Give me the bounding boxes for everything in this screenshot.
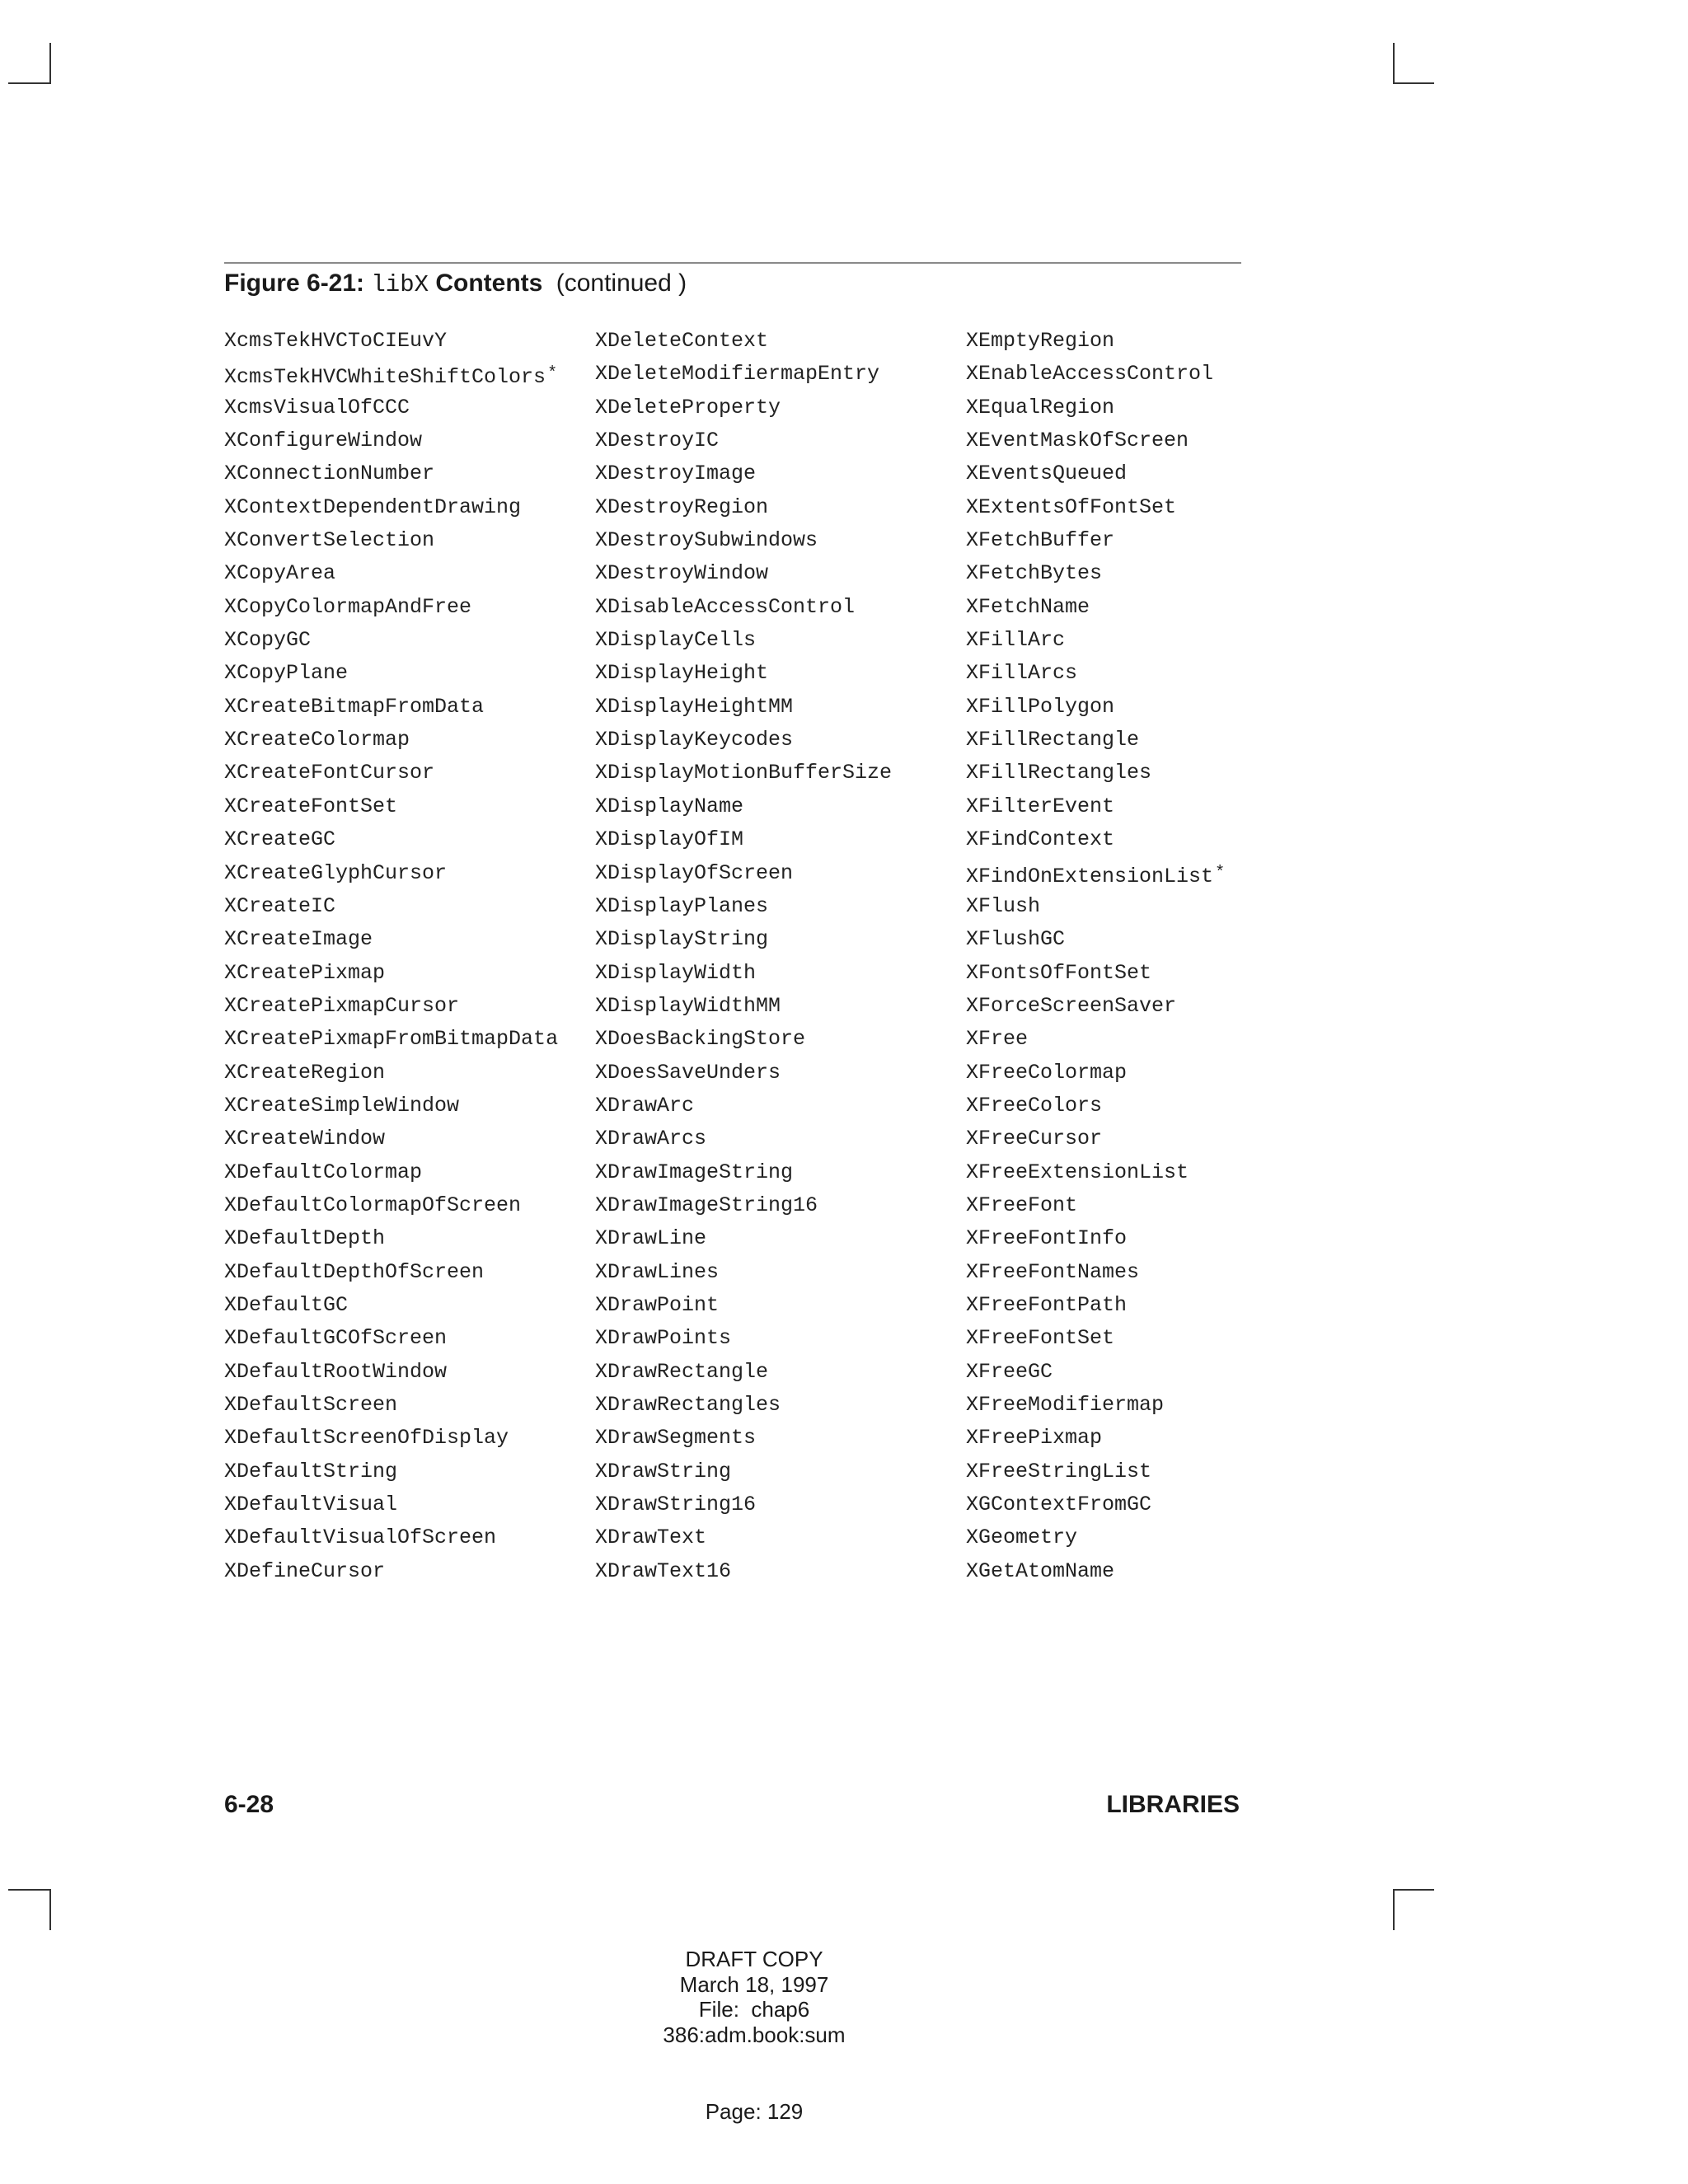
function-entry: [595, 424, 892, 457]
function-name: XDestroyWindow: [595, 561, 769, 586]
function-name: XDefaultDepth: [224, 1226, 386, 1251]
function-entry: [595, 691, 892, 724]
function-name: XDefaultGCOfScreen: [224, 1326, 448, 1351]
function-entry: [224, 1289, 558, 1322]
crop-mark-top-right-h: [1393, 82, 1434, 84]
function-entry: [595, 1356, 892, 1389]
function-name: XFilterEvent: [966, 794, 1115, 818]
function-name: XcmsVisualOfCCC: [224, 395, 410, 419]
function-entry: [966, 957, 1225, 990]
function-entry: [966, 790, 1225, 823]
function-name: XCreatePixmapFromBitmapData: [224, 1027, 559, 1052]
function-entry: [224, 857, 558, 890]
function-entry: [595, 990, 892, 1023]
function-entry: [595, 1455, 892, 1488]
function-entry: [966, 823, 1225, 856]
function-name: XFreeModifiermap: [966, 1393, 1165, 1417]
function-entry: [966, 391, 1225, 424]
function-entry: [595, 557, 892, 590]
function-entry: [224, 1156, 558, 1189]
function-entry: [224, 1555, 558, 1588]
function-entry: [224, 591, 558, 624]
function-name: XCopyColormapAndFree: [224, 594, 472, 619]
function-name: XDrawRectangle: [595, 1359, 769, 1384]
function-name: XForceScreenSaver: [966, 993, 1177, 1018]
function-entry: [966, 1122, 1225, 1155]
function-entry: [966, 325, 1225, 358]
function-name: XDoesBackingStore: [595, 1027, 806, 1052]
function-entry: [966, 424, 1225, 457]
function-name: XCreateImage: [224, 927, 373, 952]
function-name: XContextDependentDrawing: [224, 494, 522, 519]
function-entry: [224, 790, 558, 823]
function-name: XFreeFontInfo: [966, 1226, 1128, 1251]
function-name: XDisplayKeycodes: [595, 728, 794, 752]
function-name: XFlushGC: [966, 927, 1066, 952]
function-entry: [224, 1256, 558, 1289]
crop-mark-bottom-left-v: [49, 1889, 51, 1930]
function-name: XFreeColors: [966, 1093, 1103, 1118]
function-name: XFree: [966, 1027, 1029, 1052]
function-entry: [595, 391, 892, 424]
function-entry: [224, 1122, 558, 1155]
function-entry: [224, 757, 558, 790]
function-entry: [966, 524, 1225, 557]
function-column-1: [224, 325, 558, 1588]
function-name: XDestroyImage: [595, 462, 757, 486]
function-name: XEnableAccessControl: [966, 362, 1214, 387]
function-name: XDrawPoint: [595, 1292, 720, 1317]
function-name: XDrawText16: [595, 1558, 732, 1583]
function-entry: [224, 1422, 558, 1455]
function-name: XDisplayWidth: [595, 960, 757, 985]
function-name: XGeometry: [966, 1526, 1078, 1550]
function-entry: [595, 1189, 892, 1222]
function-name: XCreateFontSet: [224, 794, 398, 818]
function-name: XDefaultGC: [224, 1292, 349, 1317]
function-name: XCreateIC: [224, 893, 336, 918]
function-entry: [595, 1322, 892, 1355]
function-name: XDestroySubwindows: [595, 528, 818, 553]
function-name: XFreeFontPath: [966, 1292, 1128, 1317]
function-entry: [224, 923, 558, 956]
function-entry: [224, 1389, 558, 1422]
draft-file: File: chap6: [698, 1997, 810, 2022]
crop-mark-top-right-v: [1393, 43, 1395, 84]
function-entry: [595, 1090, 892, 1122]
function-name: XCreatePixmap: [224, 960, 386, 985]
function-name: XDrawText: [595, 1526, 707, 1550]
function-name: XExtentsOfFontSet: [966, 494, 1177, 519]
function-name: XFreeFontSet: [966, 1326, 1115, 1351]
function-name: XDisplayString: [595, 927, 769, 952]
function-entry: [224, 424, 558, 457]
function-name: XFillRectangle: [966, 728, 1140, 752]
draft-date: March 18, 1997: [679, 1971, 829, 1997]
function-entry: [224, 1488, 558, 1521]
figure-contents-word: Contents: [435, 269, 543, 297]
function-name: XDoesSaveUnders: [595, 1060, 781, 1085]
function-name: XCreatePixmapCursor: [224, 993, 460, 1018]
crop-mark-bottom-right-h: [1393, 1889, 1434, 1891]
function-entry: [224, 457, 558, 490]
function-entry: [595, 957, 892, 990]
function-entry: [224, 624, 558, 657]
draft-page-number: Page: 129: [705, 2099, 804, 2124]
function-entry: [224, 325, 558, 358]
function-entry: [224, 1023, 558, 1056]
function-name: XDisplayMotionBufferSize: [595, 761, 893, 785]
function-entry: [595, 1555, 892, 1588]
function-name: XFlush: [966, 893, 1041, 918]
function-entry: [595, 790, 892, 823]
function-name: XDeleteContext: [595, 329, 769, 353]
function-entry: [595, 1222, 892, 1255]
function-entry: [224, 491, 558, 524]
function-name: XEqualRegion: [966, 395, 1115, 419]
function-name: XFindOnExtensionList: [966, 864, 1214, 888]
function-name: XFillArcs: [966, 661, 1078, 686]
function-entry: [966, 857, 1225, 890]
function-name: XFreeExtensionList: [966, 1160, 1189, 1184]
function-column-3: [966, 325, 1225, 1588]
function-entry: [595, 1156, 892, 1189]
function-name: XGetAtomName: [966, 1558, 1115, 1583]
function-entry: [595, 1422, 892, 1455]
function-entry: [966, 457, 1225, 490]
function-name: XFindContext: [966, 827, 1115, 852]
function-entry: [595, 457, 892, 490]
function-entry: [224, 823, 558, 856]
function-entry: [595, 923, 892, 956]
function-name: XFreeCursor: [966, 1127, 1103, 1151]
function-entry: [966, 923, 1225, 956]
function-name: XFontsOfFontSet: [966, 960, 1152, 985]
function-name: XEmptyRegion: [966, 329, 1115, 353]
function-name: XDefaultScreenOfDisplay: [224, 1426, 509, 1451]
function-entry: [224, 391, 558, 424]
function-entry: [595, 491, 892, 524]
function-name: XDisplayHeightMM: [595, 694, 794, 719]
function-entry: [224, 724, 558, 757]
function-entry: [966, 1090, 1225, 1122]
function-entry: [595, 524, 892, 557]
function-entry: [224, 557, 558, 590]
function-entry: [966, 557, 1225, 590]
function-name: XDisplayPlanes: [595, 893, 769, 918]
function-entry: [595, 1122, 892, 1155]
function-name: XDrawLine: [595, 1226, 707, 1251]
figure-label: Figure 6-21:: [224, 269, 365, 297]
function-name: XDefaultScreen: [224, 1393, 398, 1417]
function-name: XCreateRegion: [224, 1060, 386, 1085]
figure-title: [224, 269, 687, 300]
function-entry: [966, 1455, 1225, 1488]
function-entry: [224, 1521, 558, 1554]
function-entry: [595, 358, 892, 391]
function-entry: [966, 1422, 1225, 1455]
function-entry: [966, 1322, 1225, 1355]
function-name: XDeleteModifiermapEntry: [595, 362, 880, 387]
function-name: XDisplayName: [595, 794, 744, 818]
function-entry: [966, 657, 1225, 690]
function-entry: [595, 724, 892, 757]
page-number: 6-28: [224, 1791, 274, 1818]
function-entry: [595, 624, 892, 657]
function-entry: [224, 524, 558, 557]
function-name: XFreeGC: [966, 1359, 1053, 1384]
function-entry: [966, 1289, 1225, 1322]
function-entry: [966, 1222, 1225, 1255]
function-entry: [595, 857, 892, 890]
function-entry: [595, 1521, 892, 1554]
function-entry: [966, 1356, 1225, 1389]
function-name: XDrawImageString16: [595, 1193, 818, 1217]
crop-mark-bottom-left-h: [8, 1889, 49, 1891]
function-entry: [595, 757, 892, 790]
function-name: XDestroyIC: [595, 429, 720, 453]
function-entry: [595, 591, 892, 624]
draft-stamp: [577, 1947, 931, 2047]
function-name: XDestroyRegion: [595, 494, 769, 519]
function-name: XFillRectangles: [966, 761, 1152, 785]
function-name: XCopyPlane: [224, 661, 349, 686]
function-entry: [224, 1222, 558, 1255]
function-name: XDefaultString: [224, 1459, 398, 1483]
function-entry: [224, 1057, 558, 1090]
function-entry: [966, 358, 1225, 391]
function-name: XDrawArcs: [595, 1127, 707, 1151]
function-name: XDefaultDepthOfScreen: [224, 1259, 485, 1284]
function-entry: [224, 358, 558, 391]
function-entry: [595, 1057, 892, 1090]
function-column-2: [595, 325, 892, 1588]
function-name: XDefaultVisualOfScreen: [224, 1526, 497, 1550]
function-name: XFetchBuffer: [966, 528, 1115, 553]
function-name: XcmsTekHVCToCIEuvY: [224, 329, 448, 353]
function-name: XCreateBitmapFromData: [224, 694, 485, 719]
draft-book: 386:adm.book:sum: [663, 2022, 846, 2047]
function-entry: [966, 1023, 1225, 1056]
function-name: XDefaultColormap: [224, 1160, 423, 1184]
function-name: XFreeStringList: [966, 1459, 1152, 1483]
function-entry: [224, 1455, 558, 1488]
function-entry: [966, 1156, 1225, 1189]
library-name: libX: [371, 271, 429, 298]
function-entry: [595, 1023, 892, 1056]
function-name: XcmsTekHVCWhiteShiftColors: [224, 365, 546, 390]
function-entry: [224, 1322, 558, 1355]
function-name: XDrawString16: [595, 1493, 757, 1517]
function-entry: [966, 1488, 1225, 1521]
function-entry: [966, 1256, 1225, 1289]
function-name: XCreateWindow: [224, 1127, 386, 1151]
footnote-asterisk: *: [547, 364, 558, 384]
function-name: XCopyArea: [224, 561, 336, 586]
draft-line: DRAFT COPY: [685, 1947, 823, 1971]
function-entry: [966, 624, 1225, 657]
function-entry: [595, 1289, 892, 1322]
function-name: XCreateGlyphCursor: [224, 860, 448, 885]
function-entry: [224, 691, 558, 724]
function-name: XDisplayWidthMM: [595, 993, 781, 1018]
function-name: XDisableAccessControl: [595, 594, 856, 619]
function-entry: [224, 890, 558, 923]
function-name: XFetchName: [966, 594, 1090, 619]
function-entry: [224, 657, 558, 690]
crop-mark-top-left-v: [49, 43, 51, 84]
function-name: XDefaultColormapOfScreen: [224, 1193, 522, 1217]
function-entry: [224, 1189, 558, 1222]
function-entry: [224, 957, 558, 990]
function-entry: [595, 325, 892, 358]
function-name: XDrawRectangles: [595, 1393, 781, 1417]
function-entry: [595, 890, 892, 923]
function-name: XFreeFont: [966, 1193, 1078, 1217]
function-entry: [966, 591, 1225, 624]
function-entry: [595, 1488, 892, 1521]
function-name: XCopyGC: [224, 628, 312, 653]
function-name: XFillArc: [966, 628, 1066, 653]
crop-mark-top-left-h: [8, 82, 49, 84]
function-name: XGContextFromGC: [966, 1493, 1152, 1517]
figure-rule: [224, 262, 1241, 264]
function-entry: [595, 657, 892, 690]
function-entry: [595, 1389, 892, 1422]
function-entry: [966, 990, 1225, 1023]
function-name: XConfigureWindow: [224, 429, 423, 453]
crop-mark-bottom-right-v: [1393, 1889, 1395, 1930]
function-name: XDeleteProperty: [595, 395, 781, 419]
function-name: XDisplayHeight: [595, 661, 769, 686]
function-name: XConvertSelection: [224, 528, 435, 553]
function-name: XCreateFontCursor: [224, 761, 435, 785]
function-entry: [966, 1189, 1225, 1222]
function-name: XDrawSegments: [595, 1426, 757, 1451]
function-name: XDefaultRootWindow: [224, 1359, 448, 1384]
function-name: XDefaultVisual: [224, 1493, 398, 1517]
function-entry: [966, 491, 1225, 524]
function-name: XCreateSimpleWindow: [224, 1093, 460, 1118]
section-title: LIBRARIES: [1106, 1791, 1240, 1818]
function-name: XDisplayOfIM: [595, 827, 744, 852]
function-entry: [595, 823, 892, 856]
function-entry: [966, 1389, 1225, 1422]
function-entry: [224, 990, 558, 1023]
function-entry: [966, 1521, 1225, 1554]
function-name: XEventsQueued: [966, 462, 1128, 486]
function-name: XFreeFontNames: [966, 1259, 1140, 1284]
function-name: XCreateGC: [224, 827, 336, 852]
function-name: XFetchBytes: [966, 561, 1103, 586]
function-name: XDrawString: [595, 1459, 732, 1483]
function-name: XDrawImageString: [595, 1160, 794, 1184]
function-name: XFillPolygon: [966, 694, 1115, 719]
function-name: XDrawPoints: [595, 1326, 732, 1351]
figure-continued: (continued ): [556, 269, 687, 297]
function-name: XConnectionNumber: [224, 462, 435, 486]
function-entry: [966, 724, 1225, 757]
function-name: XDisplayCells: [595, 628, 757, 653]
function-entry: [966, 1057, 1225, 1090]
function-entry: [595, 1256, 892, 1289]
function-name: XFreePixmap: [966, 1426, 1103, 1451]
footnote-asterisk: *: [1215, 863, 1226, 883]
function-entry: [966, 890, 1225, 923]
function-name: XFreeColormap: [966, 1060, 1128, 1085]
function-name: XDrawArc: [595, 1093, 695, 1118]
function-entry: [966, 1555, 1225, 1588]
function-name: XDisplayOfScreen: [595, 860, 794, 885]
function-entry: [966, 757, 1225, 790]
function-name: XCreateColormap: [224, 728, 410, 752]
function-entry: [966, 691, 1225, 724]
function-entry: [224, 1090, 558, 1122]
function-name: XDefineCursor: [224, 1558, 386, 1583]
function-name: XDrawLines: [595, 1259, 720, 1284]
function-name: XEventMaskOfScreen: [966, 429, 1189, 453]
function-entry: [224, 1356, 558, 1389]
